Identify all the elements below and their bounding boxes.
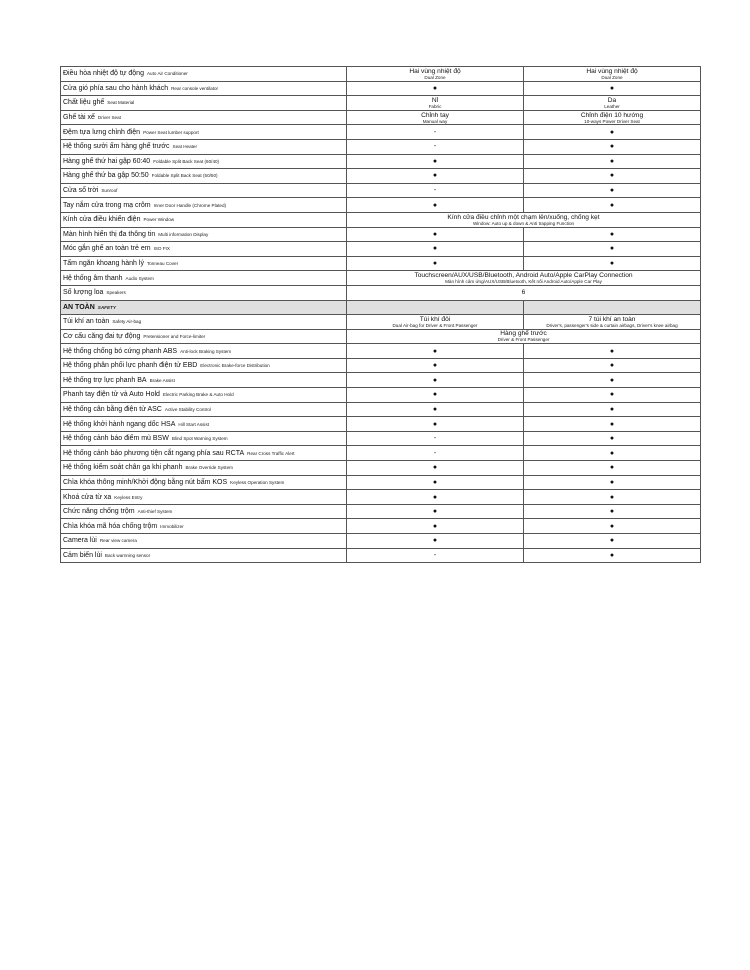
merged-value-cell [347, 329, 701, 344]
not-available-dash: - [433, 551, 437, 559]
feature-name-vn: Tay nắm cửa trong mạ crôm [63, 201, 151, 209]
value-cell [347, 198, 524, 213]
feature-cell [61, 212, 347, 227]
available-dot: ● [609, 391, 615, 399]
feature-name-en: Active Stability Control [164, 406, 211, 412]
value-cell [524, 110, 701, 125]
table-row [61, 139, 701, 154]
feature-name-vn: Điều hòa nhiệt độ tự động [63, 70, 144, 78]
available-dot: ● [609, 187, 615, 195]
feature-cell [61, 388, 347, 403]
value-sub-text: 10-ways Power Driver Seat [584, 118, 640, 124]
value-sub-text: Driver & Front Passenger [497, 337, 550, 343]
feature-name-vn: Hệ thống âm thanh [63, 274, 123, 282]
feature-cell [61, 344, 347, 359]
value-cell [347, 373, 524, 388]
value-cell [347, 125, 524, 140]
value-cell [347, 417, 524, 432]
table-row [61, 504, 701, 519]
value-cell [524, 96, 701, 111]
value-sub-text: Dual Zone [424, 74, 446, 80]
available-dot: ● [609, 522, 615, 530]
value-cell [347, 110, 524, 125]
feature-name-vn: Hệ thống sưởi ấm hàng ghế trước [63, 143, 170, 151]
feature-cell [61, 125, 347, 140]
value-sub-text: Màn hình cảm ứng/AUX/USB/Bluetooth, Kết nối Android Auto/Apple Car Play [445, 279, 602, 285]
value-cell [524, 67, 701, 82]
feature-cell [61, 198, 347, 213]
feature-name-vn: Kính cửa điều khiển điện [63, 216, 141, 224]
feature-name-en: Blind Spot Warning System [171, 436, 228, 442]
value-sub-text: Window: Auto up & down & Anti trapping Function [472, 220, 575, 226]
feature-name-vn: Túi khí an toàn [63, 318, 110, 326]
table-row [61, 461, 701, 476]
feature-name-vn: Hệ thống cảnh báo điểm mù BSW [63, 435, 169, 443]
feature-cell [61, 154, 347, 169]
feature-name-vn: Chìa khóa thông minh/Khởi động bằng nút bấm KOS [63, 478, 228, 486]
value-cell [347, 402, 524, 417]
feature-name-vn: Khoá cửa từ xa [63, 493, 112, 501]
available-dot: ● [432, 478, 438, 486]
value-cell [347, 169, 524, 184]
available-dot: ● [432, 405, 438, 413]
table-row [61, 417, 701, 432]
value-cell [347, 548, 524, 563]
value-cell [524, 256, 701, 271]
feature-cell [61, 475, 347, 490]
feature-name-en: Anti-thief System [137, 509, 173, 515]
available-dot: ● [432, 245, 438, 253]
value-sub-text: Dual Zone [601, 74, 623, 80]
table-row [61, 315, 701, 330]
feature-name-en: Immobilizer [160, 523, 184, 529]
available-dot: ● [609, 143, 615, 151]
table-row [61, 183, 701, 198]
available-dot: ● [609, 84, 615, 92]
value-main-text: Chỉnh tay [421, 111, 449, 119]
table-row [61, 256, 701, 271]
table-row [61, 388, 701, 403]
feature-name-en: Rear Cross Traffic Alert [247, 450, 295, 456]
value-cell [347, 519, 524, 534]
merged-value-cell [347, 285, 701, 300]
feature-name-en: Speakers [106, 290, 126, 296]
available-dot: ● [609, 230, 615, 238]
value-cell [524, 358, 701, 373]
feature-name-en: Keyless Operation System [230, 479, 285, 485]
value-main-text: Kính cửa điều chỉnh một chạm lên/xuống, chống kẹt [447, 213, 600, 221]
feature-name-en: Brake Override System [185, 465, 233, 471]
table-row [61, 110, 701, 125]
feature-name-en: Pretensioner and Force-limiter [143, 333, 206, 339]
feature-name-vn: Phanh tay điện tử và Auto Hold [63, 391, 160, 399]
not-available-dash: - [433, 143, 437, 151]
available-dot: ● [432, 362, 438, 370]
feature-name-en: Auto Air Conditioner [146, 71, 188, 77]
table-row [61, 198, 701, 213]
value-cell [524, 373, 701, 388]
value-cell [524, 242, 701, 257]
value-cell [524, 417, 701, 432]
value-cell [524, 154, 701, 169]
value-cell [347, 431, 524, 446]
available-dot: ● [609, 478, 615, 486]
feature-cell [61, 548, 347, 563]
value-cell [347, 139, 524, 154]
available-dot: ● [609, 172, 615, 180]
value-cell [524, 548, 701, 563]
value-cell [347, 256, 524, 271]
value-cell [524, 183, 701, 198]
available-dot: ● [609, 435, 615, 443]
available-dot: ● [609, 347, 615, 355]
feature-cell [61, 490, 347, 505]
value-main-text: Chỉnh điện 10 hướng [580, 111, 644, 119]
feature-name-en: Brake Assist [149, 377, 175, 383]
feature-cell [61, 300, 347, 315]
value-cell [524, 431, 701, 446]
feature-name-en: Audio System [125, 275, 154, 281]
feature-cell [61, 285, 347, 300]
value-cell [347, 475, 524, 490]
feature-cell [61, 271, 347, 286]
feature-name-en: Power Seat lumber support [143, 129, 199, 135]
available-dot: ● [432, 347, 438, 355]
available-dot: ● [432, 157, 438, 165]
feature-cell [61, 315, 347, 330]
feature-name-en: Power Window [143, 217, 175, 223]
value-cell [347, 183, 524, 198]
table-row [61, 242, 701, 257]
available-dot: ● [609, 405, 615, 413]
feature-cell [61, 139, 347, 154]
available-dot: ● [609, 128, 615, 136]
available-dot: ● [609, 245, 615, 253]
not-available-dash: - [433, 187, 437, 195]
value-cell [347, 67, 524, 82]
available-dot: ● [609, 551, 615, 559]
table-row [61, 154, 701, 169]
value-cell [524, 504, 701, 519]
feature-name-en: Tonneau Cover [146, 261, 179, 267]
value-cell [524, 534, 701, 549]
value-cell [524, 344, 701, 359]
available-dot: ● [609, 420, 615, 428]
table-row [61, 548, 701, 563]
available-dot: ● [609, 464, 615, 472]
feature-name-en: ISO FIX [153, 246, 170, 252]
feature-cell [61, 169, 347, 184]
feature-name-vn: Màn hình hiển thị đa thông tin [63, 230, 156, 238]
feature-name-en: Anti-lock Braking System [180, 348, 232, 354]
value-cell [524, 169, 701, 184]
spec-table-body [61, 67, 701, 563]
feature-cell [61, 504, 347, 519]
table-row [61, 431, 701, 446]
feature-cell [61, 67, 347, 82]
feature-cell [61, 358, 347, 373]
available-dot: ● [609, 493, 615, 501]
value-cell [524, 446, 701, 461]
feature-name-vn: Hệ thống chống bó cứng phanh ABS [63, 347, 178, 355]
value-cell [347, 358, 524, 373]
available-dot: ● [432, 464, 438, 472]
feature-cell [61, 461, 347, 476]
feature-name-en: Multi information Display [158, 231, 209, 237]
table-row [61, 329, 701, 344]
feature-name-en: Rear view camera [99, 538, 137, 544]
feature-name-vn: Hệ thống khởi hành ngang dốc HSA [63, 420, 176, 428]
table-row [61, 169, 701, 184]
empty-cell [347, 300, 524, 315]
available-dot: ● [432, 376, 438, 384]
value-cell [347, 242, 524, 257]
value-cell [347, 504, 524, 519]
table-row [61, 96, 701, 111]
feature-name-en: Hill Start Assist [178, 421, 210, 427]
value-cell [524, 81, 701, 96]
table-row [61, 519, 701, 534]
value-cell [524, 461, 701, 476]
feature-name-vn: Hệ thống kiểm soát chân ga khi phanh [63, 464, 183, 472]
feature-cell [61, 227, 347, 242]
feature-name-vn: Cơ cấu căng đai tự động [63, 332, 141, 340]
value-cell [524, 519, 701, 534]
table-row [61, 285, 701, 300]
available-dot: ● [609, 201, 615, 209]
feature-name-en: Keyless Entry [114, 494, 143, 500]
feature-name-vn: Hàng ghế thứ hai gập 60:40 [63, 157, 151, 165]
feature-name-vn: Chức năng chống trộm [63, 508, 135, 516]
table-row [61, 67, 701, 82]
feature-name-en: SAFETY [97, 304, 116, 310]
available-dot: ● [609, 449, 615, 457]
table-row [61, 344, 701, 359]
feature-cell [61, 81, 347, 96]
value-cell [347, 96, 524, 111]
value-main-text: Túi khí đôi [419, 315, 451, 323]
value-cell [524, 315, 701, 330]
value-cell [347, 81, 524, 96]
feature-name-en: Sunroof [101, 188, 118, 194]
value-cell [524, 227, 701, 242]
feature-cell [61, 417, 347, 432]
table-row [61, 402, 701, 417]
value-cell [524, 402, 701, 417]
value-cell [524, 198, 701, 213]
available-dot: ● [432, 201, 438, 209]
feature-name-vn: Tấm ngăn khoang hành lý [63, 260, 144, 268]
available-dot: ● [609, 537, 615, 545]
available-dot: ● [432, 84, 438, 92]
value-cell [347, 154, 524, 169]
feature-name-en: Driver Seat [97, 115, 121, 121]
feature-name-vn: Chìa khóa mã hóa chống trộm [63, 522, 158, 530]
available-dot: ● [432, 391, 438, 399]
feature-cell [61, 519, 347, 534]
feature-cell [61, 373, 347, 388]
spec-table [60, 66, 701, 563]
feature-name-vn: Cửa gió phía sau cho hành khách [63, 84, 169, 92]
table-row [61, 373, 701, 388]
available-dot: ● [609, 376, 615, 384]
table-row [61, 490, 701, 505]
merged-value-cell [347, 271, 701, 286]
value-sub-text: Fabric [428, 103, 442, 109]
available-dot: ● [609, 157, 615, 165]
feature-name-vn: Ghế tài xế [63, 114, 95, 122]
feature-name-vn: Hệ thống cảnh báo phương tiện cắt ngang phía sau RCTA [63, 449, 245, 457]
section-header-row [61, 300, 701, 315]
feature-name-vn: Hệ thống phân phối lực phanh điện tử EBD [63, 362, 198, 370]
table-row [61, 227, 701, 242]
feature-cell [61, 402, 347, 417]
feature-name-en: Safety Air-bag [112, 319, 142, 325]
feature-name-vn: Móc gắn ghế an toàn trẻ em [63, 245, 151, 253]
feature-name-vn: Hệ thống cân bằng điện tử ASC [63, 405, 162, 413]
feature-name-vn: Camera lùi [63, 537, 97, 545]
value-main-text: Hàng ghế trước [500, 330, 547, 338]
available-dot: ● [432, 493, 438, 501]
value-cell [347, 227, 524, 242]
table-row [61, 358, 701, 373]
value-main-text: Hai vùng nhiệt độ [586, 67, 638, 75]
not-available-dash: - [433, 449, 437, 457]
table-row [61, 212, 701, 227]
available-dot: ● [432, 522, 438, 530]
available-dot: ● [432, 420, 438, 428]
not-available-dash: - [433, 435, 437, 443]
value-main-text: Nỉ [431, 96, 439, 104]
value-cell [524, 475, 701, 490]
feature-name-vn: Cửa sổ trời [63, 187, 99, 195]
feature-name-vn: Số lượng loa [63, 289, 104, 297]
feature-name-vn: Đệm tựa lưng chỉnh điện [63, 128, 141, 136]
value-cell [524, 490, 701, 505]
value-cell [347, 446, 524, 461]
feature-name-en: Rear console ventilator [171, 85, 219, 91]
value-cell [347, 534, 524, 549]
feature-cell [61, 256, 347, 271]
available-dot: ● [609, 508, 615, 516]
value-cell [347, 315, 524, 330]
feature-name-en: Electronic Brake-force Distribution [200, 363, 270, 369]
feature-cell [61, 242, 347, 257]
feature-name-en: Foldable Split Back Seat (50/50) [151, 173, 218, 179]
available-dot: ● [609, 362, 615, 370]
table-row [61, 534, 701, 549]
table-row [61, 475, 701, 490]
value-sub-text: Manual way [422, 118, 448, 124]
value-sub-text: Dual Air-bag for Driver & Front Passenger [392, 322, 478, 328]
value-cell [347, 344, 524, 359]
available-dot: ● [432, 260, 438, 268]
feature-cell [61, 431, 347, 446]
feature-name-en: Seat Material [107, 100, 135, 106]
feature-cell [61, 183, 347, 198]
value-cell [524, 388, 701, 403]
value-main-text: 6 [521, 289, 526, 297]
value-cell [524, 125, 701, 140]
available-dot: ● [432, 230, 438, 238]
feature-name-en: Seat Heater [172, 144, 198, 150]
table-row [61, 125, 701, 140]
feature-name-en: Inner Door Handle (Chrome Plated) [153, 202, 227, 208]
feature-name-vn: Chất liệu ghế [63, 99, 105, 107]
table-row [61, 446, 701, 461]
merged-value-cell [347, 212, 701, 227]
feature-name-vn: Hàng ghế thứ ba gập 50:50 [63, 172, 149, 180]
feature-cell [61, 446, 347, 461]
feature-cell [61, 329, 347, 344]
value-cell [347, 461, 524, 476]
feature-name-en: Back warnning sensor [104, 552, 151, 558]
value-main-text: 7 túi khí an toàn [588, 315, 636, 323]
table-row [61, 81, 701, 96]
value-sub-text: Driver's, passenger's side & curtain airbags, Driver's knee airbag [546, 322, 678, 328]
feature-cell [61, 96, 347, 111]
empty-cell [524, 300, 701, 315]
value-main-text: Da [607, 96, 617, 104]
available-dot: ● [432, 537, 438, 545]
feature-name-vn: AN TOÀN [63, 303, 95, 311]
feature-name-vn: Cảm biến lùi [63, 551, 102, 559]
feature-cell [61, 534, 347, 549]
not-available-dash: - [433, 128, 437, 136]
value-cell [347, 388, 524, 403]
value-cell [524, 139, 701, 154]
value-cell [347, 490, 524, 505]
value-main-text: Hai vùng nhiệt độ [409, 67, 461, 75]
value-main-text: Touchscreen/AUX/USB/Bluetooth, Android Auto/Apple CarPlay Connection [414, 272, 633, 280]
available-dot: ● [432, 172, 438, 180]
feature-cell [61, 110, 347, 125]
value-sub-text: Leather [604, 103, 620, 109]
feature-name-en: Electric Parking Brake & Auto Hold [162, 392, 234, 398]
available-dot: ● [609, 260, 615, 268]
feature-name-en: Foldable Split Back Seat (60/40) [153, 158, 220, 164]
feature-name-vn: Hệ thống trợ lực phanh BA [63, 376, 147, 384]
available-dot: ● [432, 508, 438, 516]
table-row [61, 271, 701, 286]
